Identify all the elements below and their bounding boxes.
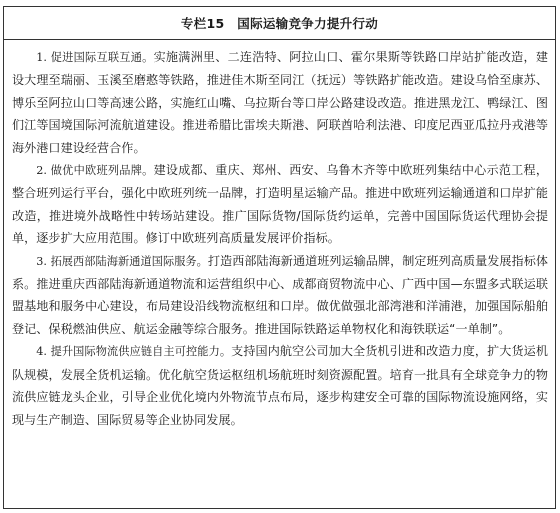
paragraph-lead: 1. 促进国际互联互通。 [36, 51, 154, 64]
paragraph-western-land-sea-corridor [12, 250, 548, 341]
paragraph-supply-chain-control [12, 340, 548, 431]
paragraph-lead: 3. 拓展西部陆海新通道国际服务。 [36, 254, 208, 268]
paragraph-text: 实施满洲里、二连浩特、阿拉山口、霍尔果斯等铁路口岸站扩能改造，建设大理至瑞丽、玉溪至磨憨等铁路，推进佳木斯至同江（抚远）等铁路扩能改造。建设乌恰至康苏、博乐至阿拉山口等高速公路，实施红山嘴、乌拉斯台等口岸公路建设改造。推进黑龙江、鸭绿江、图们江等国境国际河流航道建设。推进希腊比雷埃夫斯港、阿联酋哈利法港、印度尼西亚瓜拉丹戎港等海外港口建设经营合作。 [12, 50, 548, 155]
paragraph-international-connectivity [12, 46, 548, 159]
paragraph-text: 建设成都、重庆、郑州、西安、乌鲁木齐等中欧班列集结中心示范工程，整合班列运行平台，强化中欧班列统一品牌，打造明星运输产品。推进中欧班列运输通道和口岸扩能改造，推进境外战略性中转场站建设。推广国际货物/国际货约运单，完善中国国际货运代理协会提单，逐步扩大应用范围。修订中欧班列高质量发展评价指标。 [12, 163, 548, 246]
paragraph-text: 打造西部陆海新通道班列运输品牌，制定班列高质量发展指标体系。推进重庆西部陆海新通道物流和运营组织中心、成都商贸物流中心、广西中国—东盟多式联运联盟基地和服务中心建设，布局建设沿线物流枢纽和口岸。做优做强北部湾港和洋浦港，加强国际船舶登记、保税燃油供应、航运金融等综合服务。推进国际铁路运单物权化和海铁联运“一单制”。 [12, 253, 548, 336]
paragraph-lead: 2. 做优中欧班列品牌。 [36, 164, 154, 178]
column-body [4, 40, 555, 431]
column-box [3, 6, 556, 509]
paragraph-lead: 4. 提升国际物流供应链自主可控能力。 [36, 345, 232, 359]
paragraph-china-europe-railway [12, 159, 548, 250]
paragraph-text: 支持国内航空公司加大全货机引进和改造力度，扩大货运机队规模，发展全货机运输。优化航空货运枢纽机场航班时刻资源配置。培育一批具有全球竞争力的物流供应链龙头企业，引导企业优化境内外物流节点布局，逐步构建安全可靠的国际物流设施网络，实现与生产制造、国际贸易等企业协同发展。 [12, 344, 548, 427]
column-title: 专栏15 国际运输竞争力提升行动 [4, 7, 555, 40]
